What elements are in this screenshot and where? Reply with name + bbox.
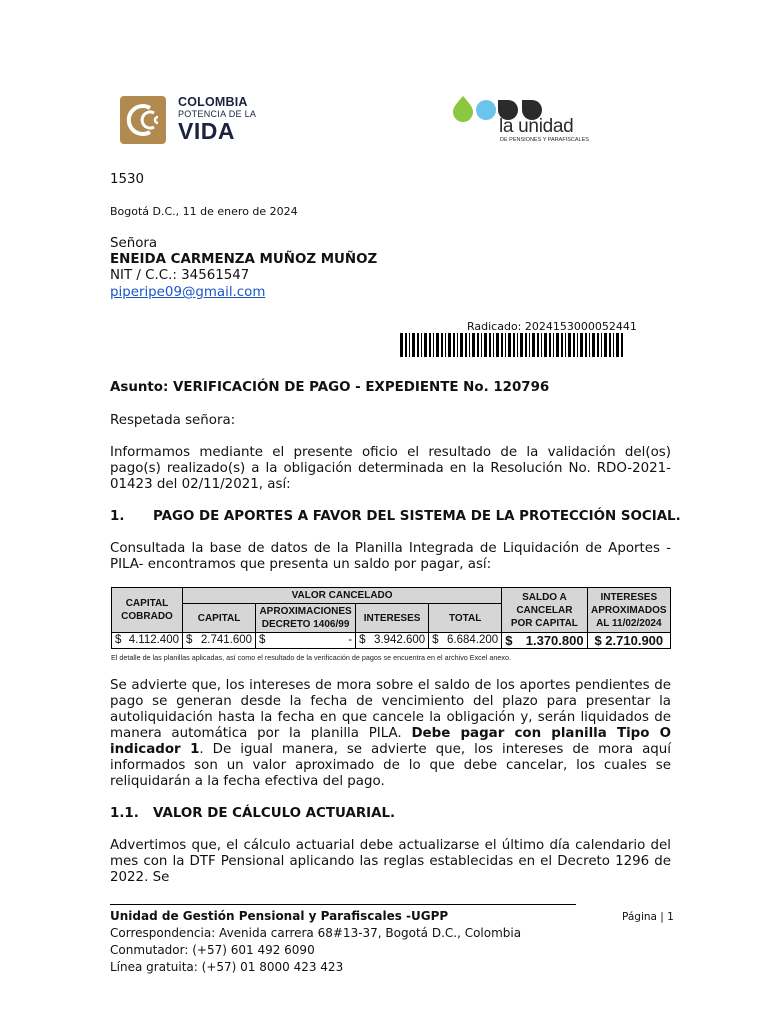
cell-capital: $ 2.741.600 bbox=[183, 633, 256, 649]
interest-paragraph: Se advierte que, los intereses de mora sobre el saldo de los aportes pendientes de pago se generan desde la fecha de vencimiento del plazo para presentar la autoliquidación hasta la fecha en que cancele la obligación y, serán liquidados de manera automática por la planilla PILA. Debe pagar con planilla Tipo O indicador 1. De igual manera, se advierte que, los intereses de mora aquí informados son un valor aproximado de lo que debe cancelar, los cuales se reliquidarán a la fecha efectiva del pago. bbox=[110, 678, 672, 789]
cell-intereses: $ 3.942.600 bbox=[356, 633, 429, 649]
colombia-logo-line3: VIDA bbox=[178, 118, 235, 144]
recipient-name: ENEIDA CARMENZA MUÑOZ MUÑOZ bbox=[110, 252, 378, 267]
la-unidad-name: la unidad bbox=[499, 116, 574, 137]
payment-table bbox=[111, 587, 671, 649]
header-saldo: SALDO A CANCELAR POR CAPITAL bbox=[502, 588, 587, 633]
footer-address: Correspondencia: Avenida carrera 68#13-37, Bogotá D.C., Colombia bbox=[110, 926, 522, 940]
section1-number: 1. bbox=[110, 509, 125, 524]
footer-org: Unidad de Gestión Pensional y Parafiscales -UGPP bbox=[110, 909, 449, 923]
greeting: Respetada señora: bbox=[110, 413, 236, 428]
radicado-barcode bbox=[400, 333, 624, 357]
table-row bbox=[112, 633, 671, 649]
section1-title: PAGO DE APORTES A FAVOR DEL SISTEMA DE LA PROTECCIÓN SOCIAL. bbox=[153, 509, 681, 524]
actuarial-paragraph: Advertimos que, el cálculo actuarial debe actualizarse el último día calendario del mes con la DTF Pensional aplicando las reglas establecidas en el Decreto 1296 de 2022. Se bbox=[110, 838, 671, 885]
cell-saldo: $ 1.370.800 bbox=[502, 633, 587, 649]
header-total: TOTAL bbox=[429, 604, 502, 633]
section11-title: VALOR DE CÁLCULO ACTUARIAL. bbox=[153, 806, 396, 821]
table-note: El detalle de las planillas aplicadas, así como el resultado de la verificación de pagos se encuentra en el archivo Excel anexo. bbox=[111, 653, 511, 662]
subject bbox=[110, 380, 549, 396]
subject-label: Asunto bbox=[110, 380, 164, 395]
header-valor-cancelado: VALOR CANCELADO bbox=[183, 588, 502, 604]
section11-number: 1.1. bbox=[110, 806, 139, 821]
document-number: 1530 bbox=[110, 172, 145, 187]
cell-capital-cobrado: $ 4.112.400 bbox=[112, 633, 183, 649]
cell-total: $ 6.684.200 bbox=[429, 633, 502, 649]
page-number: Página | 1 bbox=[622, 911, 674, 923]
colombia-logo-line2: POTENCIA DE LA bbox=[178, 109, 257, 119]
radicado-number: Radicado: 2024153000052441 bbox=[467, 320, 637, 333]
colombia-logo-icon bbox=[120, 96, 170, 146]
section1-paragraph: Consultada la base de datos de la Planilla Integrada de Liquidación de Aportes -PILA- encontramos que presenta un saldo por pagar, así: bbox=[110, 541, 671, 572]
recipient-id: NIT / C.C.: 34561547 bbox=[110, 268, 250, 283]
la-unidad-logo bbox=[452, 94, 592, 146]
recipient-email-link[interactable]: piperipe09@gmail.com bbox=[110, 285, 266, 300]
subject-text: : VERIFICACIÓN DE PAGO - EXPEDIENTE No. 120796 bbox=[163, 380, 550, 395]
colombia-potencia-vida-logo bbox=[120, 96, 260, 148]
header-intereses: INTERESES bbox=[356, 604, 429, 633]
payment-instruction: Debe pagar con planilla Tipo O indicador 1 bbox=[110, 726, 671, 757]
cell-aproximaciones: $ - bbox=[256, 633, 356, 649]
intro-paragraph: Informamos mediante el presente oficio el resultado de la validación del(os) pago(s) realizado(s) a la obligación determinada en la Resolución No. RDO-2021-01423 del 02/11/2021, así: bbox=[110, 445, 671, 492]
la-unidad-subtitle: DE PENSIONES Y PARAFISCALES bbox=[500, 137, 589, 143]
header-capital-cobrado: CAPITAL COBRADO bbox=[112, 588, 183, 633]
footer-phone: Conmutador: (+57) 601 492 6090 bbox=[110, 943, 315, 957]
footer-divider bbox=[110, 904, 576, 905]
salutation: Señora bbox=[110, 236, 158, 251]
header-aproximaciones: APROXIMACIONES DECRETO 1406/99 bbox=[256, 604, 356, 633]
footer-toll-free: Línea gratuita: (+57) 01 8000 423 423 bbox=[110, 960, 344, 974]
place-date: Bogotá D.C., 11 de enero de 2024 bbox=[110, 205, 298, 218]
colombia-logo-line1: COLOMBIA bbox=[178, 95, 248, 109]
cell-intereses-aprox: $ 2.710.900 bbox=[587, 633, 670, 649]
header-capital: CAPITAL bbox=[183, 604, 256, 633]
header-intereses-aprox: INTERESES APROXIMADOS AL 11/02/2024 bbox=[587, 588, 670, 633]
